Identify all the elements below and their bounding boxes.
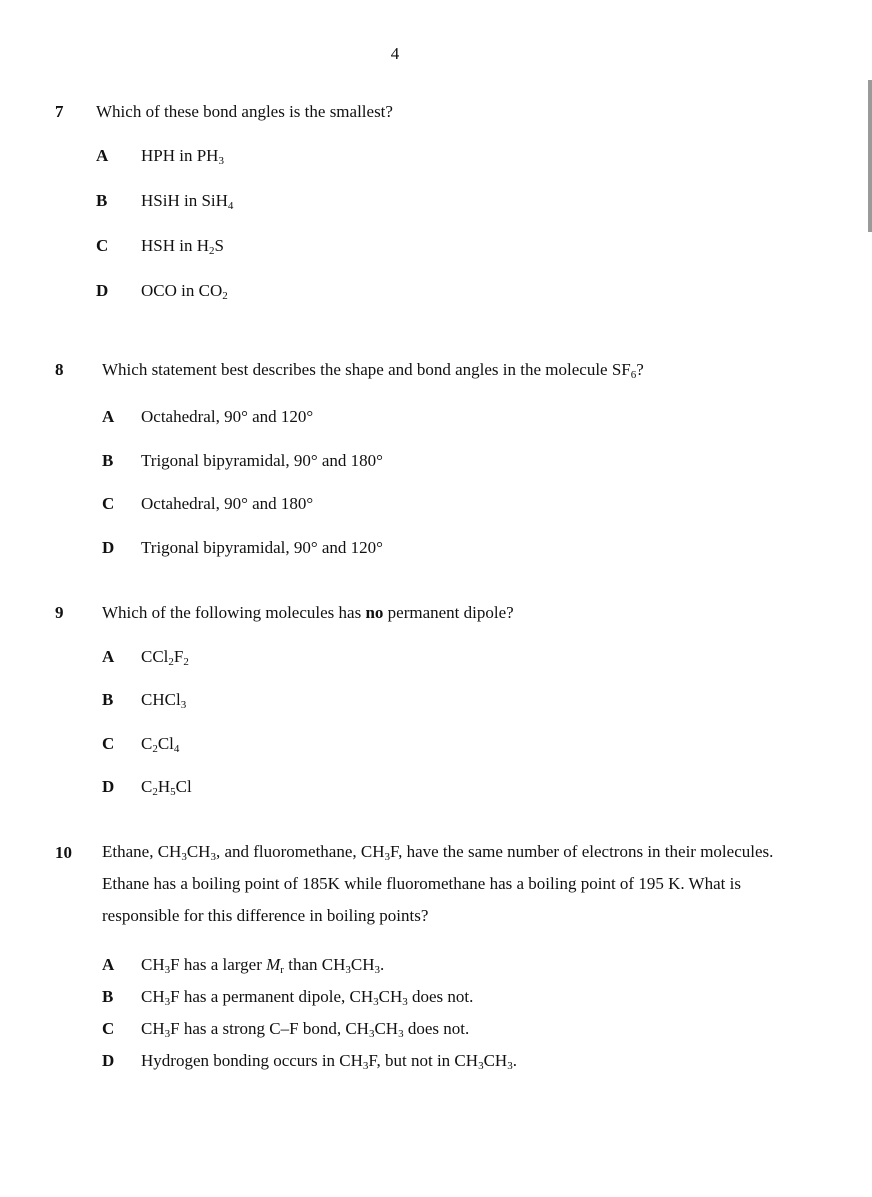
option-letter[interactable]: C <box>102 1019 115 1038</box>
question-stem: Ethane, $CH_3CH_3$, and fluoromethane, $CH_3F$, have the same number of electrons in their molecules. Ethane has a boiling point of 185K while fluoromethane has a boiling point of 195 K. What is responsible for this difference in boiling points? <box>102 842 774 925</box>
option-letter[interactable]: B <box>102 451 114 470</box>
question-stem: Which statement best describes the shape and bond angles in the molecule $SF_6$? <box>102 360 644 381</box>
scrollbar-thumb[interactable] <box>868 80 872 232</box>
option-text[interactable]: $CH_3F$ has a strong C–F bond, $CH_3CH_3$ does not. <box>141 1019 470 1040</box>
option-letter[interactable]: A <box>102 955 115 974</box>
option-text[interactable]: CHCl$_3$ <box>141 690 187 711</box>
option-letter[interactable]: B <box>102 690 114 709</box>
option-letter[interactable]: D <box>102 777 115 796</box>
option-letter[interactable]: B <box>96 191 108 210</box>
question-stem: Which of these bond angles is the smallest? <box>96 102 393 121</box>
option-text[interactable]: Trigonal bipyramidal, 90° and 180° <box>141 451 383 470</box>
option-text[interactable]: $CH_3F$ has a larger $M_r$ than $CH_3CH_3$. <box>141 955 385 976</box>
option-letter[interactable]: C <box>102 494 115 513</box>
question-number: 10 <box>55 843 72 862</box>
option-text[interactable]: HSH in $H_2S$ <box>141 236 224 257</box>
question-number: 7 <box>55 102 64 121</box>
option-letter[interactable]: A <box>96 146 109 165</box>
option-letter[interactable]: D <box>102 538 115 557</box>
option-letter[interactable]: A <box>102 407 115 426</box>
option-text[interactable]: OCO in $CO_2$ <box>141 281 228 302</box>
option-text[interactable]: $C_2H_5Cl$ <box>141 777 192 798</box>
option-text[interactable]: Hydrogen bonding occurs in $CH_3F$, but not in $CH_3CH_3$. <box>141 1051 517 1072</box>
option-letter[interactable]: B <box>102 987 114 1006</box>
option-text[interactable]: $CH_3F$ has a permanent dipole, $CH_3CH_3$ does not. <box>141 987 474 1008</box>
question-number: 8 <box>55 360 64 379</box>
option-text[interactable]: Octahedral, 90° and 120° <box>141 407 314 426</box>
option-text[interactable]: $C_2Cl_4$ <box>141 734 180 755</box>
option-letter[interactable]: A <box>102 647 115 666</box>
option-text[interactable]: HPH in $PH_3$ <box>141 146 224 167</box>
page-number: 4 <box>390 44 400 63</box>
question-stem: Which of the following molecules has no permanent dipole? <box>102 603 514 622</box>
option-text[interactable]: $CCl_2F_2$ <box>141 647 189 668</box>
question-number: 9 <box>55 603 64 622</box>
option-text[interactable]: Octahedral, 90° and 180° <box>141 494 314 513</box>
option-letter[interactable]: D <box>102 1051 115 1070</box>
option-letter[interactable]: D <box>96 281 109 300</box>
option-letter[interactable]: C <box>102 734 115 753</box>
option-text[interactable]: Trigonal bipyramidal, 90° and 120° <box>141 538 383 557</box>
option-letter[interactable]: C <box>96 236 109 255</box>
option-text[interactable]: HSiH in SiH$_4$ <box>141 191 234 212</box>
